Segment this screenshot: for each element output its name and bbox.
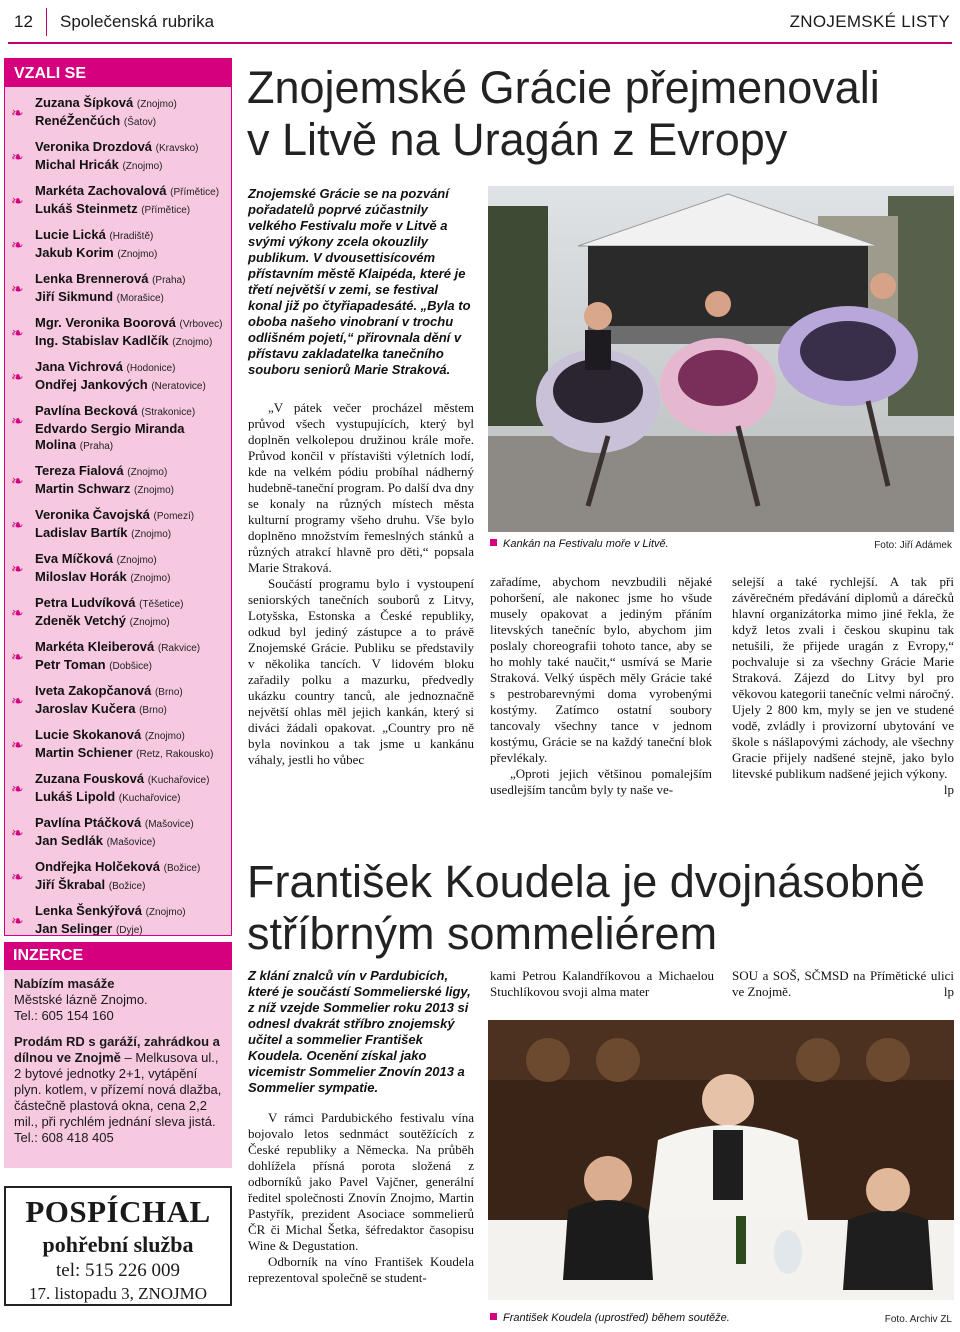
groom-line — [35, 377, 206, 395]
groom-place: (Znojmo) — [133, 485, 174, 496]
groom-line — [35, 481, 174, 499]
bride-line — [35, 507, 194, 525]
wedding-pair-names — [35, 95, 177, 131]
groom-line — [35, 289, 185, 307]
groom-place: (Znojmo) — [129, 617, 170, 628]
rings-icon: ❧ — [11, 325, 24, 342]
bride-place: (Znojmo) — [136, 99, 177, 110]
header-divider — [46, 8, 47, 36]
groom-name: Petr Toman — [35, 657, 106, 672]
bride-line — [35, 359, 206, 377]
bride-place: (Hradiště) — [109, 231, 154, 242]
bride-place: (Praha) — [152, 275, 186, 286]
groom-name: Jiří Škrabal — [35, 877, 106, 892]
bride-place: (Znojmo) — [144, 731, 185, 742]
groom-name: Martin Schwarz — [35, 481, 131, 496]
groom-place: (Brno) — [139, 705, 167, 716]
cancan-caption-text: Kankán na Festivalu moře v Litvě. — [503, 538, 669, 550]
bride-line — [35, 95, 177, 113]
wedding-pair-names — [35, 359, 206, 395]
ad-house — [4, 1024, 232, 1146]
article1-lead: Znojemské Grácie se na pozvání pořadatelů poprvé zúčastnily velkého Festivalu moře v Litvě a svými výkony zcela okouzlily publikum. V dvousettisícovém přístavním městě Klaipéda, které je třetí největší v zemi, se festival konal již po čtyřiapadesáté. „Byla to oboba našeho vinobraní v trochu odlišném pojetí,“ přirovnala dění v přístavu zakladatelka tanečního souboru seniorů Marie Straková. — [248, 186, 471, 377]
cancan-photo-image — [488, 186, 954, 532]
rings-icon: ❧ — [11, 369, 24, 386]
bride-name: Veronika Čavojská — [35, 507, 150, 522]
wedding-pair — [5, 547, 231, 591]
wedding-pair-names — [35, 315, 222, 351]
bride-place: (Pomezí) — [153, 511, 195, 522]
ad-massage-phone: Tel.: 605 154 160 — [14, 1008, 114, 1023]
groom-place: (Znojmo) — [117, 249, 158, 260]
groom-line — [35, 613, 184, 631]
groom-name: Edvardo Sergio Miranda Molina — [35, 421, 185, 452]
bride-name: Markéta Zachovalová — [35, 183, 167, 198]
wedding-pair — [5, 635, 231, 679]
bride-place: (Strakonice) — [141, 407, 196, 418]
groom-name: Martin Schiener — [35, 745, 133, 760]
groom-name: Jakub Korim — [35, 245, 114, 260]
article2-signature: lp — [943, 984, 954, 999]
bride-line — [35, 315, 222, 333]
bride-name: Lenka Šenkýřová — [35, 903, 142, 918]
wedding-pair-names — [35, 903, 186, 936]
wedding-pair-names — [35, 595, 184, 631]
ad-house-phone: Tel.: 608 418 405 — [14, 1130, 114, 1145]
article1-paragraph-text: selejší a také rychlejší. A tak při závěrečném předávání diplomů a dárečků hlavní organizátorka mimo jiné řekla, že když letos zvali i českou skupinu tak netušili, že přijede uragán z Evropy,“ pochvaluje si za všechny Grácie Marie Straková. Zájezd do Litvy byl pro věkovou kategorii tanečníc velmi náročný. Ujely 2 800 km, myly se jen ve studené vodě, zvládly i provizorní ubytování ve škole s nášlapovými záchody, ale všechny Gracie přijely nadšené stejně, jako bylo litevské publikum nadšené jejich výkony. — [732, 574, 955, 781]
funeral-service: pohřební služba — [42, 1232, 194, 1257]
bride-name: Zuzana Fousková — [35, 771, 145, 786]
groom-line — [35, 157, 198, 175]
wedding-pair-names — [35, 727, 213, 763]
wedding-pair — [5, 267, 231, 311]
article2-headline-line2: stříbrným sommeliérem — [247, 908, 718, 959]
bride-line — [35, 683, 183, 701]
bride-place: (Hodonice) — [126, 363, 176, 374]
wedding-pair — [5, 91, 231, 135]
groom-name: Miloslav Horák — [35, 569, 127, 584]
bride-place: (Mašovice) — [144, 819, 194, 830]
groom-place: (Božice) — [108, 881, 146, 892]
rings-icon: ❧ — [11, 413, 24, 430]
article1-paragraph — [732, 574, 955, 797]
bride-name: Markéta Kleiberová — [35, 639, 155, 654]
ad-massage — [4, 970, 232, 1024]
bride-name: Petra Ludvíková — [35, 595, 136, 610]
groom-place: (Znojmo) — [172, 337, 213, 348]
groom-place: (Mašovice) — [106, 837, 156, 848]
wedding-pair — [5, 311, 231, 355]
bride-name: Mgr. Veronika Boorová — [35, 315, 176, 330]
bride-place: (Brno) — [154, 687, 183, 698]
bride-name: Eva Míčková — [35, 551, 114, 566]
wedding-pair-names — [35, 403, 227, 455]
page-number: 12 — [14, 12, 33, 31]
wedding-pair-names — [35, 771, 209, 807]
bride-name: Pavlína Ptáčková — [35, 815, 142, 830]
rings-icon: ❧ — [11, 281, 24, 298]
article2-column1 — [248, 1110, 474, 1286]
wedding-pair-names — [35, 551, 170, 587]
wedding-pair-names — [35, 859, 200, 895]
rings-icon: ❧ — [11, 605, 24, 622]
wedding-pair — [5, 503, 231, 547]
wedding-pair-names — [35, 463, 174, 499]
article2-paragraph — [732, 968, 954, 1000]
article1-headline-line2: v Litvě na Uragán z Evropy — [247, 114, 788, 165]
sommelier-photo-caption — [490, 1312, 730, 1324]
wedding-pair-names — [35, 507, 194, 543]
bride-place: (Kravsko) — [155, 143, 199, 154]
article1-column2 — [490, 574, 712, 798]
sommelier-photo-credit: Foto. Archiv ZL — [884, 1314, 952, 1325]
groom-line — [35, 333, 222, 351]
ad-massage-place: Městské lázně Znojmo. — [14, 992, 148, 1007]
cancan-photo-caption — [490, 538, 669, 550]
rings-icon: ❧ — [11, 825, 24, 842]
funeral-phone: tel: 515 226 009 — [55, 1260, 181, 1281]
bride-name: Lucie Lická — [35, 227, 106, 242]
rings-icon: ❧ — [11, 737, 24, 754]
bride-place: (Přímětice) — [170, 187, 220, 198]
groom-name: Ing. Stabislav Kadlčík — [35, 333, 169, 348]
groom-line — [35, 657, 200, 675]
wedding-list — [5, 87, 231, 936]
wedding-pair-names — [35, 271, 185, 307]
bride-name: Iveta Zakopčanová — [35, 683, 152, 698]
rings-icon: ❧ — [11, 517, 24, 534]
wedding-pair-names — [35, 639, 200, 675]
groom-name: Jan Sedlák — [35, 833, 103, 848]
rings-icon: ❧ — [11, 473, 24, 490]
bride-line — [35, 463, 174, 481]
groom-name: Jan Selinger — [35, 921, 113, 936]
bride-name: Jana Vichrová — [35, 359, 123, 374]
article2-paragraph: kami Petrou Kalandříkovou a Michaelou Stuchlíkovou svoji alma mater — [490, 968, 714, 999]
wedding-pair — [5, 355, 231, 399]
groom-name: Ondřej Jankových — [35, 377, 148, 392]
groom-line — [35, 421, 227, 455]
groom-place: (Znojmo) — [122, 161, 163, 172]
bride-line — [35, 903, 186, 921]
rings-icon: ❧ — [11, 149, 24, 166]
bride-place: (Vrbovec) — [179, 319, 223, 330]
bride-place: (Znojmo) — [127, 467, 168, 478]
bride-place: (Znojmo) — [116, 555, 157, 566]
groom-name: RenéŽenčúch — [35, 113, 121, 128]
groom-line — [35, 921, 186, 936]
groom-place: (Dyje) — [115, 925, 143, 936]
wedding-pair-names — [35, 815, 194, 851]
wedding-pair-names — [35, 227, 157, 263]
wedding-pair — [5, 723, 231, 767]
bride-line — [35, 727, 213, 745]
groom-place: (Dobšice) — [109, 661, 152, 672]
wedding-pair — [5, 767, 231, 811]
groom-line — [35, 701, 183, 719]
wedding-pair-names — [35, 683, 183, 719]
sommelier-photo-image — [488, 1020, 954, 1300]
article2-headline — [247, 856, 925, 960]
article2-lead: Z klání znalců vín v Pardubicích, které je součástí Sommelierské ligy, z níž vzejde Sommelier roku 2013 si odnesl dvakrát stříbro znojemský učitel a sommelier František Koudela. Ocenění získal jako vicemistr Sommelier Znovín 2013 a Sommelier sympatie. — [248, 968, 471, 1095]
article1-paragraph: zařadíme, abychom nevzbudili nějaké pohoršení, ale nakonec jsme ho všude musely opakovat a jediným přáním litevských tanečníc bylo, abychom jim poslaly choreografii tohoto tance, aby se ho mohly také naučit,“ usmívá se Marie Straková. Velký úspěch měly Grácie také s pestrobarevnými doma vyrobenými kostýmy. Zatímco ostatní soubory tancovaly všechny tance v jednom kostýmu, Grácie se na každý taneční blok převlékaly. — [490, 574, 712, 765]
article2-paragraph-text: SOU a SOŠ, SČMSD na Přímětické ulici ve Znojmě. — [732, 968, 954, 999]
bride-name: Lenka Brennerová — [35, 271, 149, 286]
article2-paragraph: Odborník na víno František Koudela reprezentoval společně se student- — [248, 1254, 474, 1285]
article1-headline-line1: Znojemské Grácie přejmenovali — [247, 62, 880, 113]
article1-paragraph: Součástí programu bylo i vystoupení seniorských tanečních souborů z Litvy, Lotyšska, Estonska a České republiky, odkud byl jediný zástupce a to právě Znojemské Grácie. Publiku se představily v několika tancích. V lidovém bloku zařadily polku a mazurku, předvedly ukázku country tanců, ale jednoznačně největší ohlas měl jejich kankán, který si diváci žádali opakovat. „Country pro ně byla novinkou a tak jsme u kankánu váhaly, jestli ho vůbec — [248, 576, 474, 767]
bride-line — [35, 227, 157, 245]
ads-box-title: INZERCE — [4, 942, 232, 970]
left-column — [4, 58, 232, 1306]
bride-line — [35, 551, 170, 569]
cancan-photo-credit: Foto: Jiří Adámek — [874, 540, 952, 551]
bride-line — [35, 639, 200, 657]
groom-line — [35, 525, 194, 543]
bride-line — [35, 183, 219, 201]
wedding-box-title: VZALI SE — [5, 59, 231, 87]
rings-icon: ❧ — [11, 193, 24, 210]
groom-line — [35, 113, 177, 131]
rings-icon: ❧ — [11, 781, 24, 798]
funeral-ad — [4, 1186, 232, 1306]
ad-massage-title: Nabízím masáže — [14, 976, 115, 991]
groom-line — [35, 569, 170, 587]
article1-headline — [247, 62, 880, 166]
wedding-pair — [5, 811, 231, 855]
article2-paragraph: V rámci Pardubického festivalu vína bojovalo letos sednmáct soutěžících z České republiky a Německa. Na průběh dohlížela přísná porota složená z odborníků jako Pavel Vajčner, generální ředitel společnosti Znovín Znojmo, Martin Pastyřík, prezident Asociace sommelierů ČR či Michal Šetka, šéfredaktor časopisu Wine & Degustation. — [248, 1110, 474, 1253]
bride-place: (Znojmo) — [145, 907, 186, 918]
bride-name: Zuzana Šípková — [35, 95, 134, 110]
groom-place: (Znojmo) — [131, 529, 172, 540]
groom-place: (Přímětice) — [141, 205, 191, 216]
bride-place: (Rakvice) — [157, 643, 201, 654]
article2-headline-line1: František Koudela je dvojnásobně — [247, 856, 925, 907]
wedding-pair — [5, 899, 231, 936]
article1-signature: lp — [943, 782, 954, 797]
wedding-pair — [5, 223, 231, 267]
groom-line — [35, 833, 194, 851]
wedding-pair-names — [35, 183, 219, 219]
bride-line — [35, 859, 200, 877]
groom-line — [35, 201, 219, 219]
groom-line — [35, 245, 157, 263]
bride-name: Ondřejka Holčeková — [35, 859, 160, 874]
bride-line — [35, 271, 185, 289]
wedding-pair — [5, 679, 231, 723]
groom-name: Lukáš Steinmetz — [35, 201, 138, 216]
bride-name: Tereza Fialová — [35, 463, 124, 478]
article1-column3 — [732, 574, 954, 798]
sommelier-photo — [488, 1020, 954, 1300]
article1-column1 — [248, 400, 474, 768]
groom-line — [35, 877, 200, 895]
article2-column2 — [490, 968, 714, 1000]
wedding-pair — [5, 399, 231, 459]
bride-place: (Kuchařovice) — [147, 775, 210, 786]
groom-name: Michal Hricák — [35, 157, 119, 172]
bride-line — [35, 815, 194, 833]
groom-name: Ladislav Bartík — [35, 525, 128, 540]
groom-name: Jaroslav Kučera — [35, 701, 136, 716]
groom-name: Zdeněk Vetchý — [35, 613, 127, 628]
funeral-address: 17. listopadu 3, ZNOJMO — [28, 1284, 208, 1303]
groom-place: (Praha) — [79, 441, 114, 452]
rings-icon: ❧ — [11, 869, 24, 886]
groom-place: (Šatov) — [123, 117, 157, 128]
groom-line — [35, 789, 209, 807]
article1-paragraph: „V pátek večer procházel městem průvod všech vystupujících, který byl doplněn velkolepou družinou krále moře. Průvod končil v přístavišti výletních lodí, kde na velkém pódiu probíhal nádherný hudebně-taneční program. Po další dva dny se konaly na různých místech města kulturní programy všeho druhu. Vše bylo doplněno množstvím řemeslných stánků a různých atrakcí hlavně pro děti,“ popsala Marie Straková. — [248, 400, 474, 575]
ad-house-title: Prodám RD s garáží, zahrádkou a dílnou ve Znojmě — [14, 1034, 220, 1065]
groom-place: (Kuchařovice) — [118, 793, 181, 804]
caption-marker — [490, 539, 497, 546]
groom-place: (Znojmo) — [130, 573, 171, 584]
bride-line — [35, 771, 209, 789]
groom-place: (Morašice) — [116, 293, 164, 304]
rings-icon: ❧ — [11, 913, 24, 930]
page-header — [0, 0, 960, 44]
rings-icon: ❧ — [11, 561, 24, 578]
bride-place: (Božice) — [163, 863, 201, 874]
groom-place: (Retz, Rakousko) — [136, 749, 214, 760]
article1-paragraph: „Oproti jejich většinou pomalejším usedlejším tancům byly ty naše ve- — [490, 766, 712, 797]
bride-place: (Těšetice) — [139, 599, 184, 610]
rings-icon: ❧ — [11, 237, 24, 254]
bride-line — [35, 139, 198, 157]
cancan-photo — [488, 186, 954, 532]
ads-box — [4, 942, 232, 1168]
groom-name: Lukáš Lipold — [35, 789, 116, 804]
ad-house-text: – Melkusova ul., 2 bytové jednotky 2+1, vytápění plyn. kotlem, v přízemí nová dlažba, částečně plastová okna, cena 2,2 mil., při rychlém jednání sleva jistá. — [14, 1050, 222, 1129]
publication-name: ZNOJEMSKÉ LISTY — [789, 12, 950, 31]
header-rule — [8, 42, 952, 44]
funeral-name: POSPÍCHAL — [25, 1194, 211, 1229]
rings-icon: ❧ — [11, 649, 24, 666]
wedding-pair — [5, 591, 231, 635]
wedding-pair — [5, 179, 231, 223]
groom-line — [35, 745, 213, 763]
rings-icon: ❧ — [11, 693, 24, 710]
wedding-pair-names — [35, 139, 198, 175]
wedding-box — [4, 58, 232, 936]
wedding-pair — [5, 135, 231, 179]
section-name: Společenská rubrika — [60, 12, 215, 31]
wedding-pair — [5, 855, 231, 899]
bride-name: Veronika Drozdová — [35, 139, 153, 154]
sommelier-caption-text: František Koudela (uprostřed) během soutěže. — [503, 1312, 730, 1324]
caption-marker — [490, 1313, 497, 1320]
rings-icon: ❧ — [11, 105, 24, 122]
bride-name: Lucie Skokanová — [35, 727, 142, 742]
groom-place: (Neratovice) — [151, 381, 206, 392]
bride-line — [35, 403, 227, 421]
wedding-pair — [5, 459, 231, 503]
groom-name: Jiří Sikmund — [35, 289, 114, 304]
article2-column3 — [732, 968, 954, 1000]
bride-name: Pavlína Becková — [35, 403, 138, 418]
bride-line — [35, 595, 184, 613]
